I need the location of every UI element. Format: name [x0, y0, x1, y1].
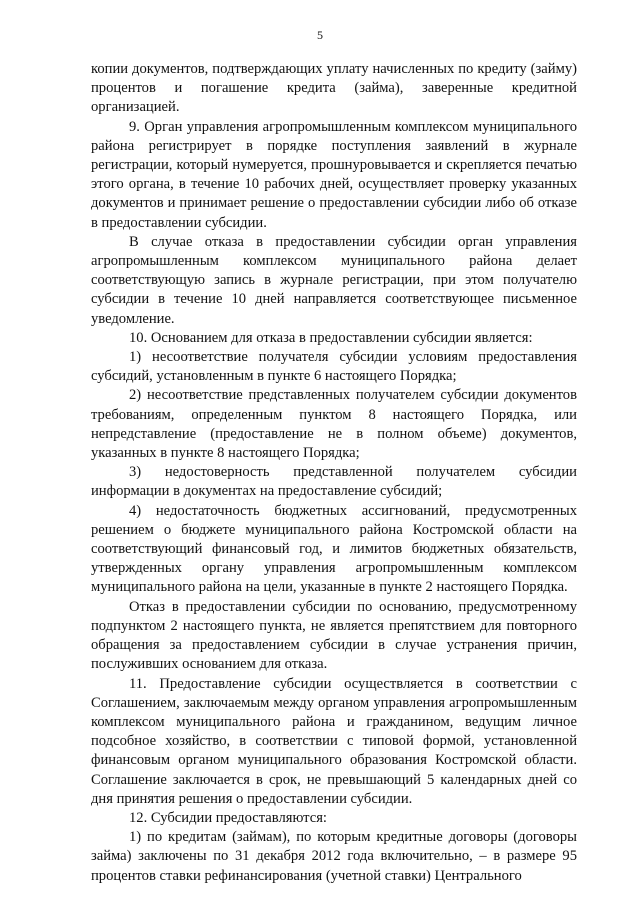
- paragraph-clause-10-item-4: 4) недостаточность бюджетных ассигнований, предусмотренных решением о бюджете муниципального района Костромской области на соответствующий финансовый год, и лимитов бюджетных обязательств, утвержденных органу управления агропромышленным комплексом муниципального района на цели, указанные в пункте 2 настоящего Порядка.: [91, 502, 577, 596]
- paragraph-clause-12-item-1: 1) по кредитам (займам), по которым кредитные договоры (договоры займа) заключены по 31 декабря 2012 года включительно, – в размере 95 процентов ставки рефинансирования (учетной ставки) Центрального: [91, 829, 577, 884]
- paragraph-refusal-reapply: Отказ в предоставлении субсидии по основанию, предусмотренному подпунктом 2 настоящего пункта, не является препятствием для повторного обращения за предоставлением субсидии в случае устранения причин, послуживших основанием для отказа.: [91, 598, 577, 673]
- paragraph-clause-12: 12. Субсидии предоставляются:: [129, 809, 327, 826]
- paragraph-clause-9: 9. Орган управления агропромышленным комплексом муниципального района регистрирует в порядке поступления заявлений в журнале регистрации, который нумеруется, прошнуровывается и скрепляется печатью этого органа, в течение 10 рабочих дней, осуществляет проверку указанных документов и принимает решение о предоставлении субсидии либо об отказе в предоставлении субсидии.: [91, 118, 577, 231]
- page-number: 5: [317, 28, 323, 42]
- paragraph-clause-10-item-3: 3) недостоверность представленной получателем субсидии информации в документах на предоставление субсидий;: [91, 464, 577, 500]
- paragraph-clause-10: 10. Основанием для отказа в предоставлении субсидии является:: [129, 329, 533, 346]
- paragraph-clause-10-item-2: 2) несоответствие представленных получателем субсидии документов требованиям, определенным пунктом 8 настоящего Порядка, или непредставление (предоставление не в полном объеме) документов, указанных в пункте 8 настоящего Порядка;: [91, 387, 577, 462]
- paragraph-refusal-notice: В случае отказа в предоставлении субсидии орган управления агропромышленным комплексом муниципального района делает соответствующую запись в журнале регистрации, при этом получателю субсидии в течение 10 дней направляется соответствующее письменное уведомление.: [91, 233, 577, 327]
- paragraph-clause-11: 11. Предоставление субсидии осуществляется в соответствии с Соглашением, заключаемым между органом управления агропромышленным комплексом муниципального района и гражданином, ведущим личное подсобное хозяйство, в соответствии с типовой формой, установленной финансовым органом муниципального образования Костромской области. Соглашение заключается в срок, не превышающий 5 календарных дней со дня принятия решения о предоставлении субсидии.: [91, 675, 577, 807]
- paragraph-clause-10-item-1: 1) несоответствие получателя субсидии условиям предоставления субсидий, установленным в пункте 6 настоящего Порядка;: [91, 349, 577, 385]
- paragraph-continuation: копии документов, подтверждающих уплату начисленных по кредиту (займу) процентов и погашение кредита (займа), заверенные кредитной организацией.: [91, 61, 577, 116]
- document-body: [91, 60, 577, 886]
